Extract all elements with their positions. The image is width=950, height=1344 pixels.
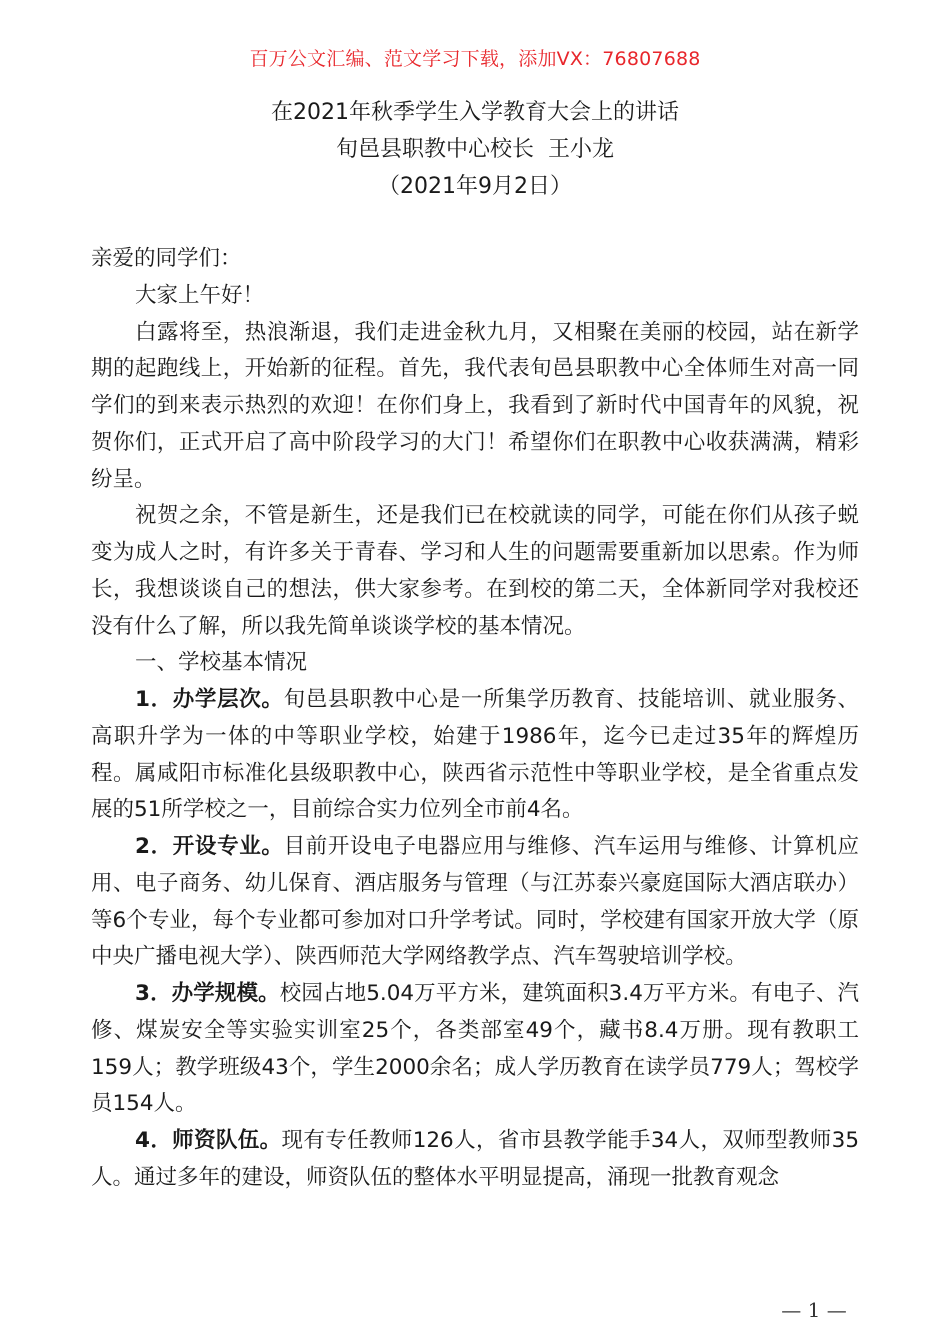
speech-title: 在2021年秋季学生入学教育大会上的讲话 [271,100,679,125]
salutation: 亲爱的同学们： [91,246,242,271]
item-1 [91,682,859,829]
item-3-text: 校园占地5.04万平方米，建筑面积3.4万平方米。有电子、汽修、煤炭安全等实验实训室25个，各类部室49个，藏书8.4万册。现有教职工159人；教学班级43个，学生2000余名；成人学历教育在读学员779人；驾校学员154人。 [91,981,859,1117]
item-1-text: 旬邑县职教中心是一所集学历教育、技能培训、就业服务、高职升学为一体的中等职业学校，始建于1986年，迄今已走过35年的辉煌历程。属咸阳市标准化县级职教中心，陕西省示范性中等职业学校，是全省重点发展的51所学校之一，目前综合实力位列全市前4名。 [91,687,859,823]
item-2-label: 2．开设专业。 [135,834,284,859]
item-4-text: 现有专任教师126人，省市县教学能手34人，双师型教师35人。通过多年的建设，师资队伍的整体水平明显提高，涌现一批教育观念 [91,1128,859,1190]
speaker-line: 旬邑县职教中心校长 王小龙 [336,137,614,162]
speech-body [91,241,859,1197]
item-1-label: 1．办学层次。 [135,687,284,712]
paragraph-2: 祝贺之余，不管是新生，还是我们已在校就读的同学，可能在你们从孩子蜕变为成人之时，有许多关于青春、学习和人生的问题需要重新加以思索。作为师长，我想谈谈自己的想法，供大家参考。在到校的第二天，全体新同学对我校还没有什么了解，所以我先简单谈谈学校的基本情况。 [91,503,859,639]
page-number: — 1 — [781,1298,847,1322]
item-2-text: 目前开设电子电器应用与维修、汽车运用与维修、计算机应用、电子商务、幼儿保育、酒店服务与管理（与江苏泰兴豪庭国际大酒店联办）等6个专业，每个专业都可参加对口升学考试。同时，学校建有国家开放大学（原中央广播电视大学）、陕西师范大学网络教学点、汽车驾驶培训学校。 [91,834,859,970]
title-block [0,94,950,205]
greeting: 大家上午好！ [135,282,265,308]
paragraph-1: 白露将至，热浪渐退，我们走进金秋九月，又相聚在美丽的校园，站在新学期的起跑线上，开始新的征程。首先，我代表旬邑县职教中心全体师生对高一同学们的到来表示热烈的欢迎！在你们身上，我看到了新时代中国青年的风貌，祝贺你们，正式开启了高中阶段学习的大门！希望你们在职教中心收获满满，精彩纷呈。 [91,319,859,492]
item-3 [91,976,859,1123]
date-line: （2021年9月2日） [378,174,572,199]
section-heading-1: 一、学校基本情况 [135,650,308,676]
item-3-label: 3．办学规模。 [135,981,280,1006]
item-2 [91,829,859,976]
watermark-banner: 百万公文汇编、范文学习下载，添加VX：76807688 [249,48,701,70]
item-4 [91,1123,859,1197]
item-4-label: 4．师资队伍。 [135,1128,282,1153]
